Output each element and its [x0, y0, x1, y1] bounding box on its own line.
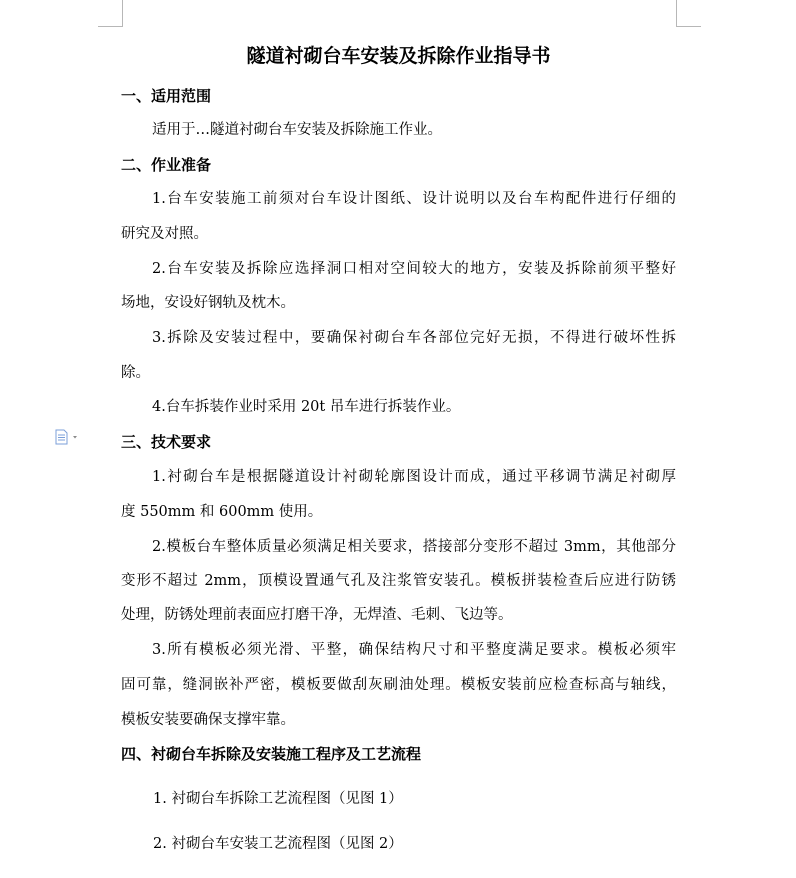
paragraph: 度 550mm 和 600mm 使用。: [121, 504, 323, 520]
paragraph: 固可靠，缝洞嵌补严密，模板要做刮灰刷油处理。模板安装前应检查标高与轴线，: [121, 677, 676, 693]
list-item: 1. 衬砌台车拆除工艺流程图（见图 1）: [153, 791, 403, 807]
paragraph: 4.台车拆装作业时采用 20t 吊车进行拆装作业。: [152, 399, 461, 415]
section-heading-preparation: 二、作业准备: [121, 156, 212, 174]
paragraph: 3.所有模板必须光滑、平整，确保结构尺寸和平整度满足要求。模板必须牢: [152, 642, 676, 658]
page-corner-mark-top-left: [98, 0, 123, 27]
paragraph: 2.台车安装及拆除应选择洞口相对空间较大的地方，安装及拆除前须平整好: [152, 261, 676, 277]
paragraph: 3.拆除及安装过程中，要确保衬砌台车各部位完好无损，不得进行破坏性拆: [152, 330, 676, 346]
document-title: 隧道衬砌台车安装及拆除作业指导书: [246, 45, 551, 67]
paragraph: 1.台车安装施工前须对台车设计图纸、设计说明以及台车构配件进行仔细的: [152, 191, 676, 207]
paragraph: 处理，防锈处理前表面应打磨干净，无焊渣、毛刺、飞边等。: [121, 607, 513, 623]
caret-down-icon: [73, 436, 77, 439]
section-heading-technical-requirements: 三、技术要求: [121, 433, 212, 451]
paragraph: 适用于…隧道衬砌台车安装及拆除施工作业。: [152, 122, 442, 138]
section-heading-scope: 一、适用范围: [121, 87, 212, 105]
paragraph-options-button[interactable]: [54, 429, 82, 445]
paragraph: 场地，安设好钢轨及枕木。: [121, 295, 295, 311]
page-corner-mark-top-right: [676, 0, 701, 27]
paragraph: 1.衬砌台车是根据隧道设计衬砌轮廓图设计而成，通过平移调节满足衬砌厚: [152, 469, 676, 485]
section-heading-procedure: 四、衬砌台车拆除及安装施工程序及工艺流程: [121, 745, 422, 763]
paragraph: 变形不超过 2mm，顶模设置通气孔及注浆管安装孔。模板拼装检查后应进行防锈: [121, 573, 676, 589]
document-icon: [54, 429, 82, 445]
paragraph: 模板安装要确保支撑牢靠。: [121, 712, 295, 728]
paragraph: 研究及对照。: [121, 226, 208, 242]
list-item: 2. 衬砌台车安装工艺流程图（见图 2）: [153, 836, 403, 852]
paragraph: 2.模板台车整体质量必须满足相关要求，搭接部分变形不超过 3mm，其他部分: [152, 539, 676, 555]
paragraph: 除。: [121, 365, 150, 381]
